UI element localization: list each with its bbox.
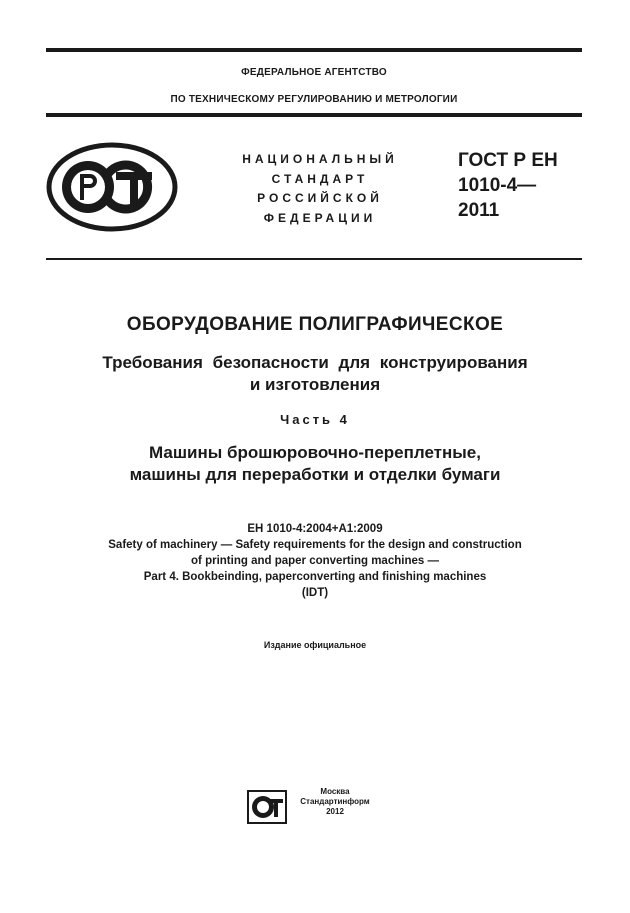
top-rule <box>46 48 582 52</box>
national-standard-line-3: РОССИЙСКОЙ <box>257 191 383 205</box>
en-code: EH 1010-4:2004+A1:2009 <box>247 523 383 535</box>
national-standard-line-2: СТАНДАРТ <box>271 171 369 186</box>
part-title-line-2: машины для переработки и отделки бумаги <box>129 465 501 484</box>
en-line-4: (IDT) <box>301 587 329 599</box>
part-title <box>30 442 600 486</box>
publisher-info <box>290 787 380 817</box>
agency-line-1: ФЕДЕРАЛЬНОЕ АГЕНТСТВО <box>241 67 387 78</box>
publisher-name: Стандартинформ <box>300 797 370 806</box>
official-edition-label: Издание официальное <box>263 640 367 650</box>
document-subtitle <box>30 352 600 396</box>
rst-certification-logo-icon <box>46 142 178 232</box>
agency-line-2: ПО ТЕХНИЧЕСКОМУ РЕГУЛИРОВАНИЮ И МЕТРОЛОГИИ <box>170 94 458 105</box>
national-standard-line-4: ФЕДЕРАЦИИ <box>263 210 377 225</box>
en-line-2: of printing and paper converting machines — <box>191 555 439 567</box>
designation-line-3: 2011 <box>458 200 500 221</box>
publication-year: 2012 <box>326 807 344 816</box>
designation-line-1: ГОСТ Р ЕН <box>458 150 558 171</box>
national-standard-block <box>220 150 420 228</box>
header-rule <box>46 113 582 117</box>
national-standard-line-1: НАЦИОНАЛЬНЫЙ <box>242 152 398 166</box>
en-line-3: Part 4. Bookbeinding, paperconverting and finishing machines <box>143 571 487 583</box>
en-reference <box>30 521 600 601</box>
en-line-1: Safety of machinery — Safety requirements for the design and construction <box>108 539 522 551</box>
publisher-city: Москва <box>320 787 350 796</box>
designation-line-2: 1010-4— <box>458 175 537 196</box>
standartinform-logo-icon <box>247 790 287 824</box>
part-title-line-1: Машины брошюровочно-переплетные, <box>149 443 481 462</box>
subtitle-line-2: и изготовления <box>249 375 381 394</box>
mid-rule <box>46 258 582 260</box>
part-number: Часть 4 <box>280 412 350 427</box>
document-title: ОБОРУДОВАНИЕ ПОЛИГРАФИЧЕСКОЕ <box>126 314 504 335</box>
subtitle-line-1: Требования безопасности для конструирования <box>102 353 528 372</box>
standard-designation <box>458 148 588 223</box>
